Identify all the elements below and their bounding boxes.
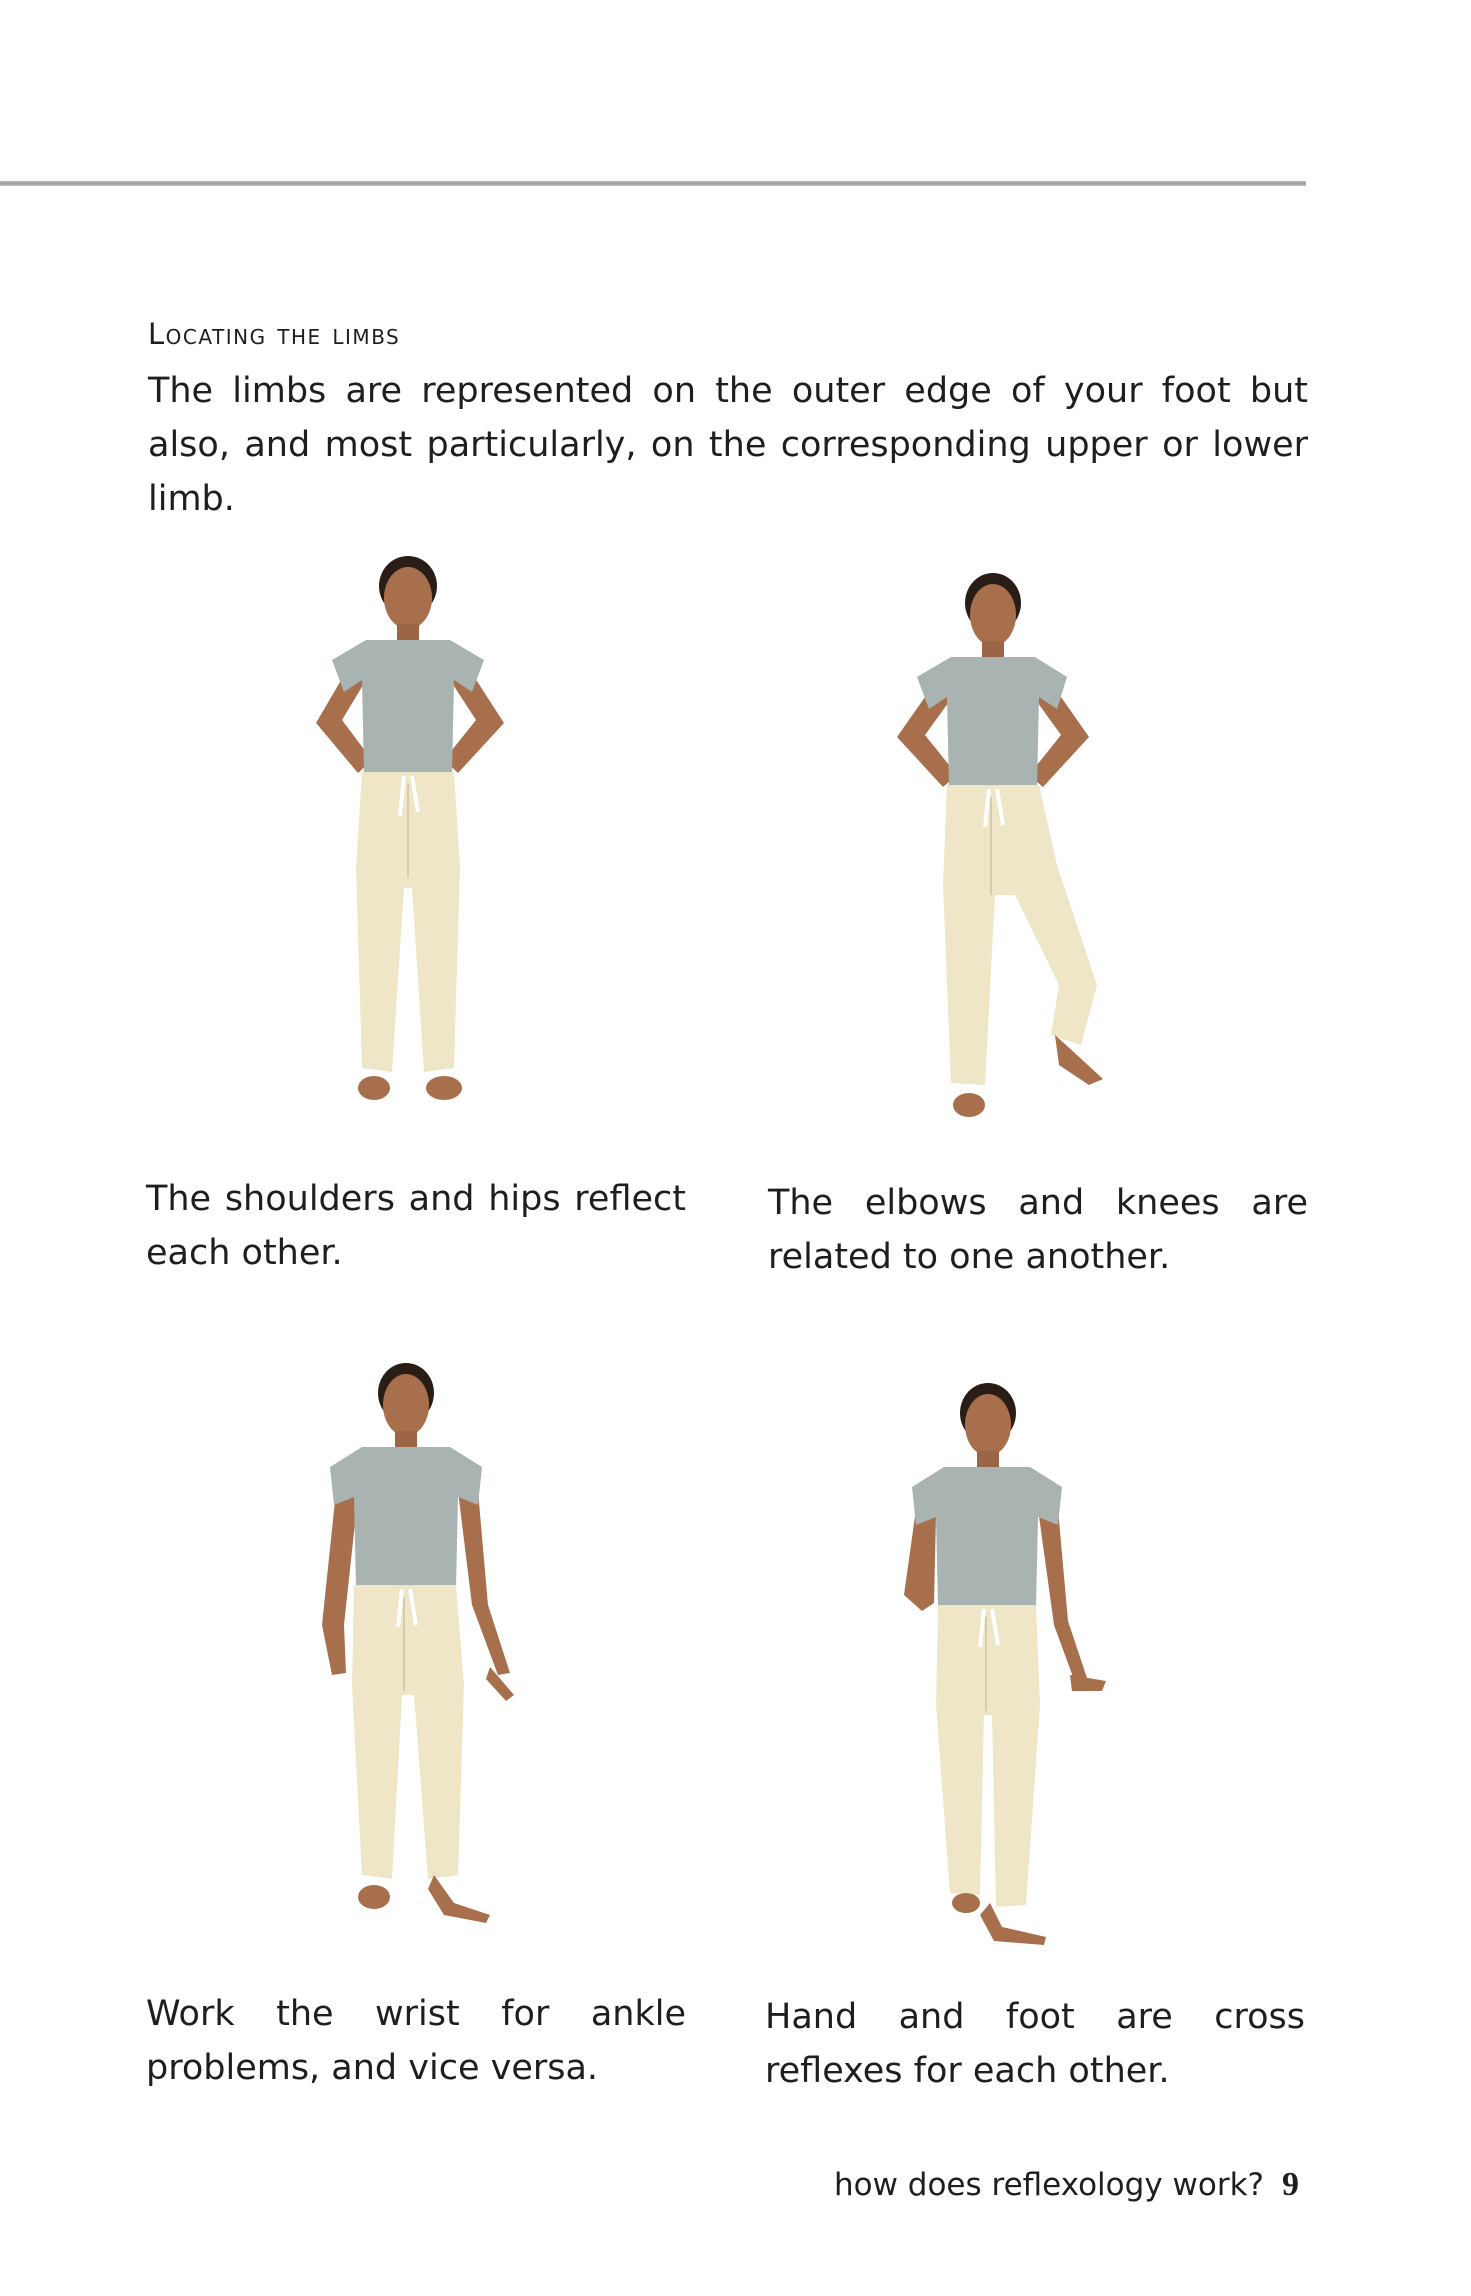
header-rule <box>0 181 1306 186</box>
section-limbs <box>148 312 1308 526</box>
page-footer <box>834 2165 1299 2205</box>
section-heading: Locating the limbs <box>148 317 401 351</box>
caption-wrist-ankle: Work the wrist for ankle problems, and vice versa. <box>146 1994 686 2088</box>
page-number: 9 <box>1282 2166 1299 2203</box>
photo-wrist-ankle <box>258 1355 558 1955</box>
caption-elbows-knees: The elbows and knees are related to one another. <box>768 1183 1308 1277</box>
caption-hand-foot: Hand and foot are cross reflexes for each other. <box>765 1997 1305 2091</box>
photo-hand-foot <box>840 1375 1140 1975</box>
photo-shoulders-hips <box>258 548 558 1148</box>
running-title: how does reflexology work? <box>833 2167 1264 2203</box>
caption-shoulders-hips: The shoulders and hips reflect each other. <box>146 1179 686 1273</box>
section-intro: The limbs are represented on the outer edge of your foot but also, and most particularly, on the corresponding upper or lower limb. <box>148 371 1308 519</box>
photo-elbows-knees <box>845 565 1145 1165</box>
